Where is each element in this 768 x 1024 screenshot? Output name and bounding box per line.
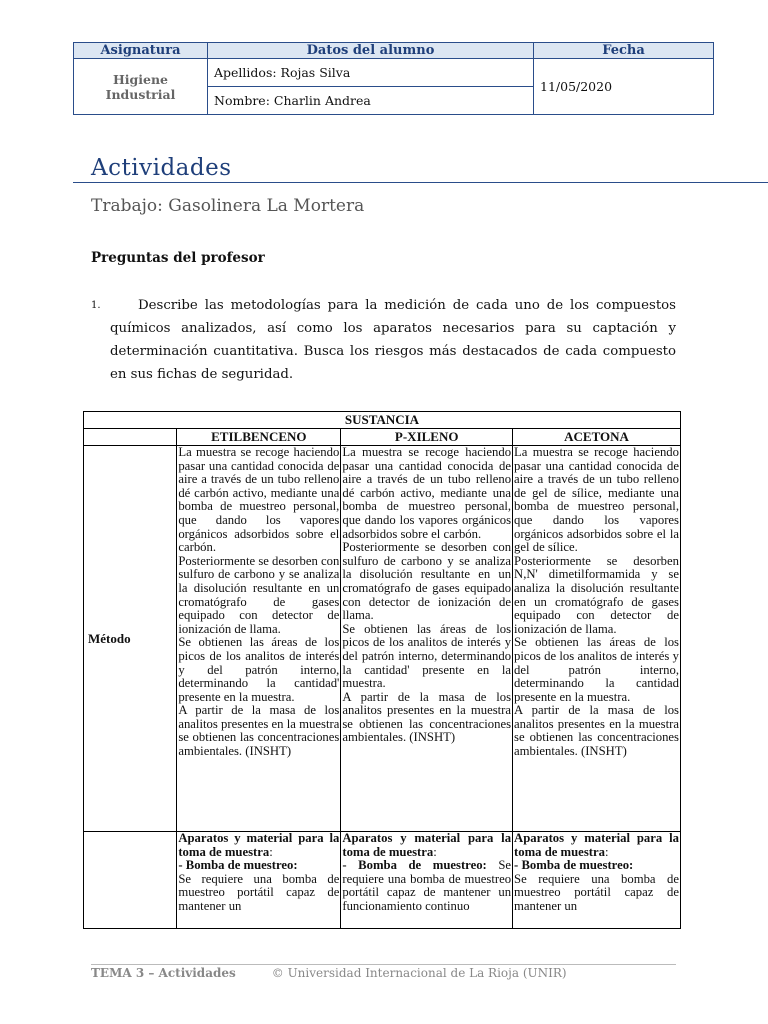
method-paragraph: A partir de la masa de los analitos presentes en la muestra se obtienen las concentraciones ambientales. (INSHT) xyxy=(342,689,512,745)
method-paragraph: La muestra se recoge haciendo pasar una cantidad conocida de aire a través de un tubo relleno dé carbón activo, mediante una bomba de muestreo personal, que dando los vapores orgánicos adsorbidos sobre el carbón. xyxy=(342,446,512,541)
equipment-heading: Aparatos y material para la toma de muestra xyxy=(514,832,679,859)
equipment-cell-pxileno: Aparatos y material para la toma de muestra: - Bomba de muestreo: Se requiere una bomba de muestreo portátil capaz de mantener un funcionamiento continuo xyxy=(341,832,513,929)
pump-text: Se requiere una bomba de muestreo portátil capaz de mantener un xyxy=(178,871,340,913)
group-header: SUSTANCIA xyxy=(84,412,681,429)
method-paragraph: Se obtienen las áreas de los picos de los analitos de interés y del patrón interno, determinando la cantidad presente en la muestra. xyxy=(514,635,679,704)
header-date-label: Fecha xyxy=(534,43,714,59)
method-paragraph: A partir de la masa de los analitos presentes en la muestra se obtienen las concentraciones ambientales. (INSHT) xyxy=(514,703,679,759)
method-paragraph: Posteriormente se desorben con sulfuro de carbono y se analiza la disolución resultante en un cromatógrafo de gases equipado con detector de ionización de llama. xyxy=(178,553,340,636)
date-value: 11/05/2020 xyxy=(534,59,714,115)
equipment-row-label xyxy=(84,832,177,929)
subject-value: Higiene Industrial xyxy=(74,59,208,115)
questions-heading: Preguntas del profesor xyxy=(91,250,265,266)
header-student-label: Datos del alumno xyxy=(208,43,534,59)
pump-label: - Bomba de muestreo: xyxy=(514,858,634,873)
column-header-acetona: ACETONA xyxy=(513,429,681,446)
pump-text: Se requiere una bomba de muestreo portátil capaz de mantener un xyxy=(514,871,679,913)
equipment-cell-acetona: Aparatos y material para la toma de muestra: - Bomba de muestreo: Se requiere una bomba de muestreo portátil capaz de mantener un xyxy=(513,832,681,929)
method-paragraph: Posteriormente se desorben N,N' dimetilformamida y se analiza la disolución resultante en un cromatógrafo de gases equipado con detector de ionización de llama. xyxy=(514,553,679,636)
method-cell-pxileno xyxy=(341,446,513,832)
substances-table xyxy=(83,411,681,929)
equipment-cell-etilbenceno: Aparatos y material para la toma de muestra: - Bomba de muestreo: Se requiere una bomba de muestreo portátil capaz de mantener un xyxy=(177,832,341,929)
method-cell-etilbenceno xyxy=(177,446,341,832)
empty-corner xyxy=(84,429,177,446)
method-paragraph: Se obtienen las áreas de los picos de los analitos de interés y del patrón interno, determinando la cantidad' presente en la muestra. xyxy=(178,635,340,704)
footer-divider xyxy=(91,964,676,965)
method-paragraph: La muestra se recoge haciendo pasar una cantidad conocida de aire a través de un tubo relleno dé carbón activo, mediante una bomba de muestreo personal, que dando los vapores orgánicos adsorbidos sobre el carbón. xyxy=(178,446,340,555)
name-value: Nombre: Charlin Andrea xyxy=(208,87,534,115)
method-paragraph: A partir de la masa de los analitos presentes en la muestra se obtienen las concentraciones ambientales. (INSHT) xyxy=(178,703,340,759)
method-paragraph: Se obtienen las áreas de los picos de los analitos de interés y del patrón interno, determinando la cantidad' presente en la muestra. xyxy=(342,621,512,691)
page-subtitle: Trabajo: Gasolinera La Mortera xyxy=(91,196,365,216)
equipment-heading: Aparatos y material para la toma de muestra xyxy=(342,832,512,859)
page-title: Actividades xyxy=(91,155,232,181)
header-table xyxy=(73,42,714,115)
pump-label: - Bomba de muestreo: xyxy=(178,858,298,873)
question-text: Describe las metodologías para la medición de cada uno de los compuestos químicos analizados, así como los aparatos necesarios para su captación y determinación cuantitativa. Busca los riesgos más destacados de cada compuesto en sus fichas de seguridad. xyxy=(110,298,676,382)
column-header-etilbenceno: ETILBENCENO xyxy=(177,429,341,446)
question-item xyxy=(91,294,676,386)
header-subject-label: Asignatura xyxy=(74,43,208,59)
footer-topic: TEMA 3 – Actividades xyxy=(91,966,236,980)
column-header-pxileno: P-XILENO xyxy=(341,429,513,446)
pump-label: - Bomba de muestreo: xyxy=(342,858,487,873)
page-footer xyxy=(91,966,567,980)
equipment-heading: Aparatos y material para la toma de muestra xyxy=(178,832,340,859)
surname-value: Apellidos: Rojas Silva xyxy=(208,59,534,87)
footer-copyright: © Universidad Internacional de La Rioja (UNIR) xyxy=(271,966,567,980)
row-label-method: Método xyxy=(84,446,177,832)
pump-text: Se requiere una bomba de muestreo portátil capaz de mantener un funcionamiento continuo xyxy=(342,858,512,913)
title-divider xyxy=(73,182,768,183)
method-paragraph: La muestra se recoge haciendo pasar una cantidad conocida de aire a través de un tubo relleno de gel de sílice, mediante una bomba de muestreo personal, que dando los vapores orgánicos adsorbidos sobre el la gel de sílice. xyxy=(514,446,679,555)
question-number: 1. xyxy=(91,300,101,311)
method-cell-acetona xyxy=(513,446,681,832)
method-paragraph: Posteriormente se desorben con sulfuro de carbono y se analiza la disolución resultante en un cromatógrafo de gases equipado con detector de ionización de llama. xyxy=(342,540,512,623)
